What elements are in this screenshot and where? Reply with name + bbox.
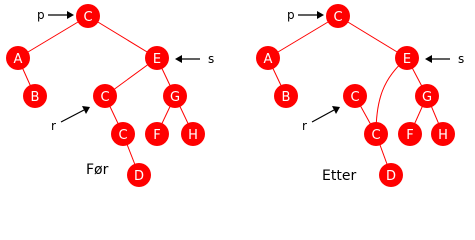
- svg-text:r: r: [302, 119, 307, 133]
- arrowhead-icon: [317, 11, 324, 19]
- node-a: [256, 46, 280, 70]
- edge-c-e: [338, 16, 407, 58]
- svg-text:H: H: [188, 128, 198, 143]
- svg-text:B: B: [281, 90, 291, 105]
- node-g: [163, 84, 187, 108]
- pointer-r: [51, 106, 90, 133]
- svg-text:H: H: [438, 128, 448, 143]
- node-h: [431, 122, 455, 146]
- pointer-r: [302, 106, 340, 133]
- node-g: [415, 84, 439, 108]
- edge-c-e: [88, 16, 157, 58]
- node-b: [23, 84, 47, 108]
- caption-after: Etter: [322, 168, 357, 184]
- node-c-lower: [364, 122, 388, 146]
- arrowhead-icon: [425, 55, 432, 63]
- svg-text:C: C: [371, 128, 381, 143]
- node-a: [6, 46, 30, 70]
- edge-e-c-lower: [376, 58, 407, 134]
- svg-text:p: p: [287, 8, 295, 22]
- edge-c-a: [18, 16, 88, 58]
- arrowhead-icon: [175, 55, 182, 63]
- svg-text:E: E: [402, 52, 412, 67]
- node-b: [274, 84, 298, 108]
- node-e: [395, 46, 419, 70]
- pointer-p: [287, 8, 324, 22]
- arrowhead-icon: [67, 11, 74, 19]
- node-d: [127, 163, 151, 187]
- svg-text:p: p: [37, 8, 45, 22]
- svg-text:E: E: [152, 52, 162, 67]
- svg-text:C: C: [100, 90, 110, 105]
- edge-c-a: [268, 16, 338, 58]
- svg-text:C: C: [83, 10, 93, 25]
- svg-text:r: r: [51, 119, 56, 133]
- svg-text:s: s: [208, 52, 215, 66]
- node-h: [181, 122, 205, 146]
- pointer-s: [175, 52, 214, 66]
- svg-text:D: D: [385, 169, 397, 184]
- svg-text:F: F: [153, 128, 161, 143]
- diagram-before: [6, 4, 214, 187]
- svg-text:s: s: [458, 52, 465, 66]
- svg-text:C: C: [118, 128, 128, 143]
- svg-text:C: C: [333, 10, 343, 25]
- svg-text:A: A: [263, 52, 273, 67]
- pointer-p: [37, 8, 74, 22]
- svg-text:D: D: [133, 169, 145, 184]
- node-f: [145, 122, 169, 146]
- caption-before: Før: [86, 162, 109, 178]
- svg-text:C: C: [350, 90, 360, 105]
- svg-text:G: G: [421, 90, 433, 105]
- node-c-left-child: [93, 84, 117, 108]
- node-c-lower: [111, 122, 135, 146]
- svg-text:B: B: [30, 90, 40, 105]
- svg-text:F: F: [406, 128, 414, 143]
- node-c-detached: [343, 84, 367, 108]
- node-f: [398, 122, 422, 146]
- node-d: [379, 163, 403, 187]
- diagram-after: [256, 4, 464, 187]
- pointer-s: [425, 52, 464, 66]
- svg-text:G: G: [169, 90, 181, 105]
- node-root-c: [326, 4, 350, 28]
- node-root-c: [76, 4, 100, 28]
- node-e: [145, 46, 169, 70]
- svg-text:A: A: [13, 52, 23, 67]
